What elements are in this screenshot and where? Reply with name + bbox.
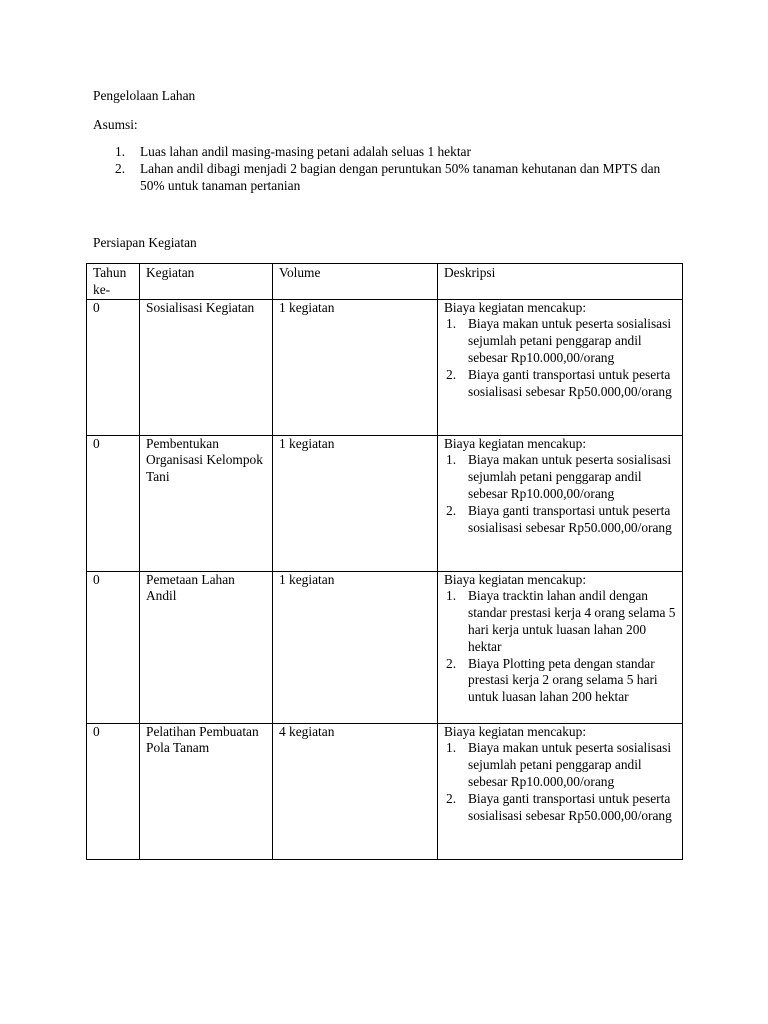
table-header-row	[87, 264, 683, 300]
description-text: Biaya tracktin lahan andil dengan standar prestasi kerja 4 orang selama 5 hari kerja untuk luasan lahan 200 hektar	[468, 588, 676, 654]
description-number: 2.	[446, 366, 457, 382]
description-number: 1.	[446, 740, 457, 756]
assumption-text: Luas lahan andil masing-masing petani adalah seluas 1 hektar	[140, 144, 471, 159]
table-row	[87, 571, 683, 723]
activities-table	[86, 263, 683, 860]
description-item	[444, 503, 676, 537]
description-intro: Biaya kegiatan mencakup:	[444, 723, 587, 739]
description-text: Biaya Plotting peta dengan standar prestasi kerja 2 orang selama 5 hari untuk luasan lahan 200 hektar	[468, 655, 658, 705]
header-activity: Kegiatan	[140, 264, 273, 300]
description-text: Biaya ganti transportasi untuk peserta sosialisasi sebesar Rp50.000,00/orang	[468, 366, 672, 399]
description-item	[444, 656, 676, 706]
assumption-item	[93, 144, 683, 161]
cell-activity: Pembentukan Organisasi Kelompok Tani	[140, 435, 273, 571]
cell-activity: Sosialisasi Kegiatan	[140, 299, 273, 435]
cell-year: 0	[87, 435, 140, 571]
description-item	[444, 367, 676, 401]
assumption-item	[93, 161, 683, 195]
description-number: 1.	[446, 316, 457, 332]
cell-activity: Pelatihan Pembuatan Pola Tanam	[140, 723, 273, 859]
header-volume: Volume	[273, 264, 438, 300]
cell-description	[438, 571, 683, 723]
cell-activity: Pemetaan Lahan Andil	[140, 571, 273, 723]
description-list	[444, 740, 676, 824]
description-list	[444, 588, 676, 706]
description-number: 2.	[446, 655, 457, 671]
table-row	[87, 435, 683, 571]
description-number: 2.	[446, 790, 457, 806]
cell-year: 0	[87, 299, 140, 435]
description-text: Biaya makan untuk peserta sosialisasi sejumlah petani penggarap andil sebesar Rp10.000,00/orang	[468, 740, 672, 789]
table-row	[87, 299, 683, 435]
cell-description	[438, 723, 683, 859]
cell-description	[438, 435, 683, 571]
description-item	[444, 740, 676, 790]
assumption-number: 2.	[115, 160, 126, 176]
description-number: 2.	[446, 502, 457, 518]
document-title: Pengelolaan Lahan	[93, 88, 196, 103]
description-intro: Biaya kegiatan mencakup:	[444, 571, 587, 587]
assumption-number: 1.	[115, 144, 126, 159]
description-text: Biaya ganti transportasi untuk peserta sosialisasi sebesar Rp50.000,00/orang	[468, 502, 672, 535]
description-item	[444, 452, 676, 502]
description-intro: Biaya kegiatan mencakup:	[444, 435, 587, 451]
table-row	[87, 723, 683, 859]
assumption-text: Lahan andil dibagi menjadi 2 bagian dengan peruntukan 50% tanaman kehutanan dan MPTS dan 50% untuk tanaman pertanian	[140, 160, 661, 193]
description-list	[444, 452, 676, 536]
cell-volume: 1 kegiatan	[273, 435, 438, 571]
description-text: Biaya makan untuk peserta sosialisasi sejumlah petani penggarap andil sebesar Rp10.000,00/orang	[468, 316, 672, 365]
description-item	[444, 588, 676, 655]
assumptions-list	[93, 144, 683, 194]
cell-volume: 1 kegiatan	[273, 571, 438, 723]
cell-description	[438, 299, 683, 435]
description-number: 1.	[446, 588, 457, 604]
header-year: Tahun ke-	[87, 264, 140, 300]
header-description: Deskripsi	[438, 264, 683, 300]
section-heading: Persiapan Kegiatan	[93, 235, 197, 250]
description-text: Biaya ganti transportasi untuk peserta sosialisasi sebesar Rp50.000,00/orang	[468, 790, 672, 823]
description-number: 1.	[446, 452, 457, 468]
cell-volume: 1 kegiatan	[273, 299, 438, 435]
description-list	[444, 316, 676, 400]
description-item	[444, 791, 676, 825]
cell-year: 0	[87, 723, 140, 859]
assumptions-heading: Asumsi:	[93, 117, 138, 132]
cell-volume: 4 kegiatan	[273, 723, 438, 859]
description-intro: Biaya kegiatan mencakup:	[444, 299, 587, 315]
description-item	[444, 316, 676, 366]
description-text: Biaya makan untuk peserta sosialisasi sejumlah petani penggarap andil sebesar Rp10.000,00/orang	[468, 452, 672, 501]
cell-year: 0	[87, 571, 140, 723]
